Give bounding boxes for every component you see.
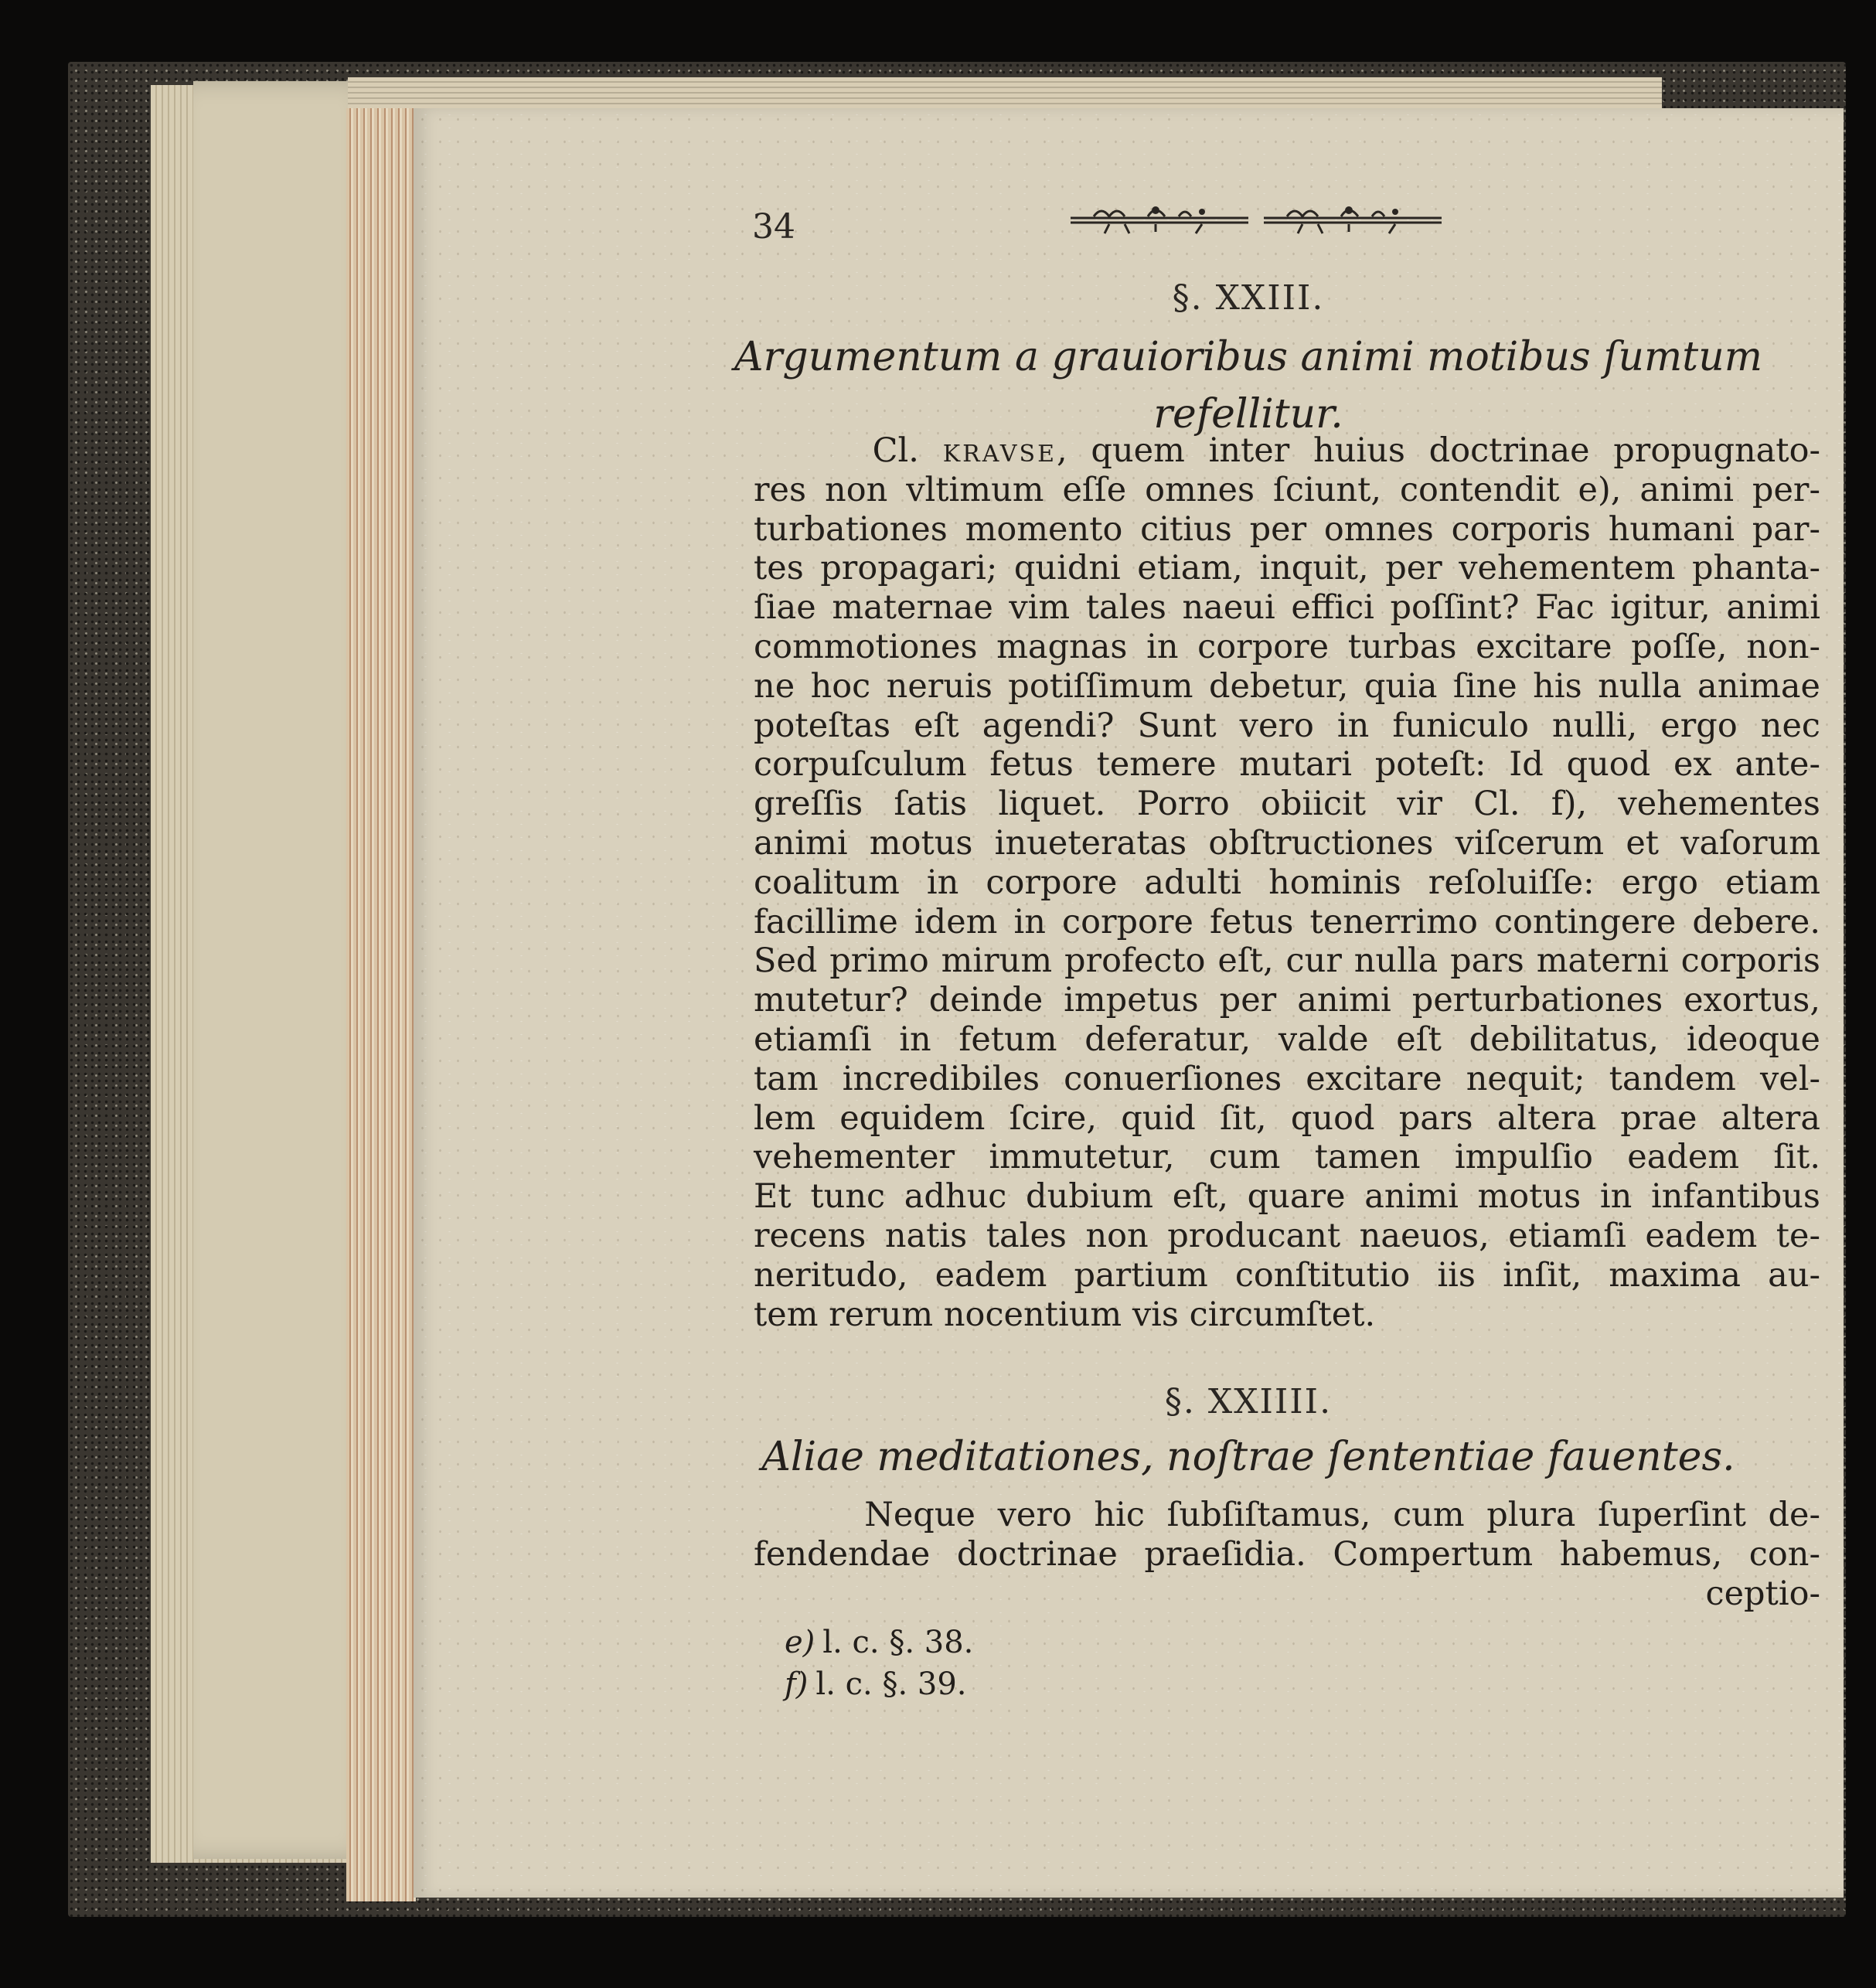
page-fore-edges <box>346 108 416 1901</box>
text-line: ne hoc neruis potiſſimum debetur, quia ſine his nulla animae <box>754 666 1820 706</box>
text-line: poteſtas eſt agendi? Sunt vero in funiculo nulli, ergo nec <box>754 706 1820 745</box>
footnote-mark: e) <box>785 1625 815 1660</box>
text-line: etiamſi in fetum deferatur, valde eſt debilitatus, ideoque <box>754 1020 1820 1059</box>
text-line: corpuſculum fetus temere mutari poteſt: Id quod ex ante- <box>754 745 1820 785</box>
text-line: recens natis tales non producant naeuos, etiamſi eadem te- <box>754 1216 1820 1255</box>
text-span: Neque vero hic ſubſiſtamus, cum plura ſuperſint de- <box>864 1496 1820 1534</box>
text-line: animi motus inueteratas obſtructiones viſcerum et vaſorum <box>754 823 1820 863</box>
book-page <box>414 108 1844 1898</box>
section-heading <box>684 328 1813 443</box>
text-line: res non vltimum eſſe omnes ſciunt, contendit e), animi per- <box>754 470 1820 509</box>
footnotes <box>785 1622 973 1705</box>
footnote-text: l. c. §. 38. <box>822 1625 974 1660</box>
body-paragraph <box>754 1496 1820 1613</box>
text-line: fendendae doctrinae praeſidia. Compertum habemus, con- <box>754 1534 1820 1574</box>
page-number: 34 <box>752 207 795 247</box>
text-line: mutetur? deinde impetus per animi perturbationes exortus, <box>754 981 1820 1020</box>
text-line: Sed primo mirum profecto eſt, cur nulla pars materni corporis <box>754 941 1820 981</box>
text-line: greſſis ſatis liquet. Porro obiicit vir Cl. f), vehementes <box>754 785 1820 824</box>
section-heading-line: Aliae meditationes, noſtrae ſententiae fauentes. <box>761 1434 1735 1480</box>
text-span: , quem inter huius doctrinae propugnato- <box>1057 431 1821 470</box>
section-heading <box>684 1434 1813 1480</box>
section-heading-line: Argumentum a grauioribus animi motibus ſumtum <box>734 334 1763 380</box>
text-line: tem rerum nocentium vis circumſtet. <box>754 1295 1376 1334</box>
author-name: kravse <box>942 431 1057 470</box>
text-line: neritudo, eadem partium conſtitutio iis inſit, maxima au- <box>754 1255 1820 1295</box>
text-line: Et tunc adhuc dubium eſt, quare animi motus in infantibus <box>754 1177 1820 1217</box>
footnote-mark: f) <box>785 1666 809 1702</box>
header-ornament <box>1063 199 1449 238</box>
catchword: ceptio- <box>1705 1574 1820 1613</box>
section-number: §. XXIII. <box>1172 278 1325 318</box>
text-line <box>754 1496 1820 1535</box>
text-line: lem equidem ſcire, quid ſit, quod pars altera prae altera <box>754 1098 1820 1138</box>
footnote-text: l. c. §. 39. <box>815 1666 967 1702</box>
text-line: ſiae maternae vim tales naeui effici poſſint? Fac igitur, animi <box>754 588 1820 628</box>
text-line: tes propagari; quidni etiam, inquit, per vehementem phanta- <box>754 549 1820 588</box>
text-line: coalitum in corpore adulti hominis reſoluiſſe: ergo etiam <box>754 863 1820 902</box>
text-line: vehementer immutetur, cum tamen impulſio eadem ſit. <box>754 1138 1820 1177</box>
text-line <box>754 431 1820 471</box>
text-line: tam incredibiles conuerſiones excitare nequit; tandem vel- <box>754 1059 1820 1098</box>
text-line: commotiones magnas in corpore turbas excitare poſſe, non- <box>754 627 1820 666</box>
footnote <box>785 1622 973 1663</box>
text-span: Cl. <box>872 431 943 470</box>
text-line: facillime idem in corpore fetus tenerrimo contingere debere. <box>754 902 1820 941</box>
section-number: §. XXIIII. <box>1164 1382 1333 1421</box>
footnote <box>785 1663 973 1705</box>
body-paragraph <box>754 431 1820 1334</box>
text-line: turbationes momento citius per omnes corporis humani par- <box>754 509 1820 549</box>
section-heading-line: refellitur. <box>1153 391 1343 437</box>
top-page-edges <box>348 77 1662 112</box>
